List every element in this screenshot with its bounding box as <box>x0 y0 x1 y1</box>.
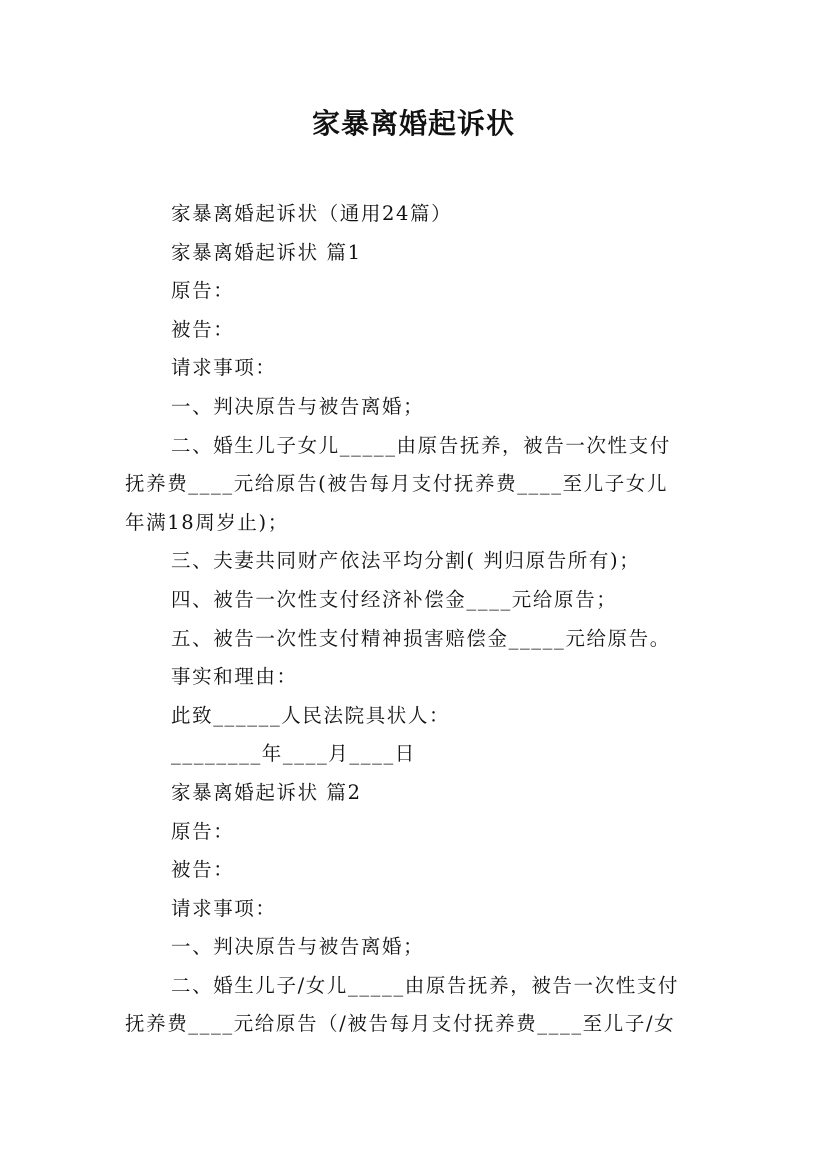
document-body <box>125 195 705 1044</box>
paragraph-line: 二、婚生儿子女儿_____由原告抚养，被告一次性支付 <box>171 433 671 457</box>
paragraph-line: 事实和理由： <box>171 665 298 689</box>
document-title: 家暴离婚起诉状 <box>311 107 515 140</box>
paragraph-line: 被告： <box>171 858 235 882</box>
paragraph-line: 请求事项： <box>171 356 277 380</box>
paragraph-line: 年满18周岁止)； <box>125 510 289 534</box>
date-line: ________年____月____日 <box>171 742 416 766</box>
paragraph-line: 此致______人民法院具状人： <box>171 703 451 727</box>
paragraph-line: 二、婚生儿子/女儿_____由原告抚养，被告一次性支付 <box>171 973 680 997</box>
paragraph-line: 被告： <box>171 317 235 341</box>
paragraph-line: 抚养费____元给原告（/被告每月支付抚养费____至儿子/女 <box>125 1012 676 1036</box>
paragraph-line: 家暴离婚起诉状（通用24篇） <box>171 202 453 225</box>
section-heading: 家暴离婚起诉状 篇1 <box>171 240 362 264</box>
section-heading: 家暴离婚起诉状 篇2 <box>171 780 362 804</box>
paragraph-line: 抚养费____元给原告(被告每月支付抚养费____至儿子女儿 <box>125 472 669 496</box>
paragraph-line: 原告： <box>171 279 235 303</box>
paragraph-line: 三、夫妻共同财产依法平均分割( 判归原告所有)； <box>171 549 641 573</box>
paragraph-line: 请求事项： <box>171 896 277 920</box>
paragraph-line: 四、被告一次性支付经济补偿金____元给原告； <box>171 587 618 611</box>
paragraph-line: 五、被告一次性支付精神损害赔偿金_____元给原告。 <box>171 626 671 650</box>
paragraph-line: 一、判决原告与被告离婚； <box>171 935 425 959</box>
paragraph-line: 一、判决原告与被告离婚； <box>171 394 425 418</box>
paragraph-line: 原告： <box>171 819 235 843</box>
